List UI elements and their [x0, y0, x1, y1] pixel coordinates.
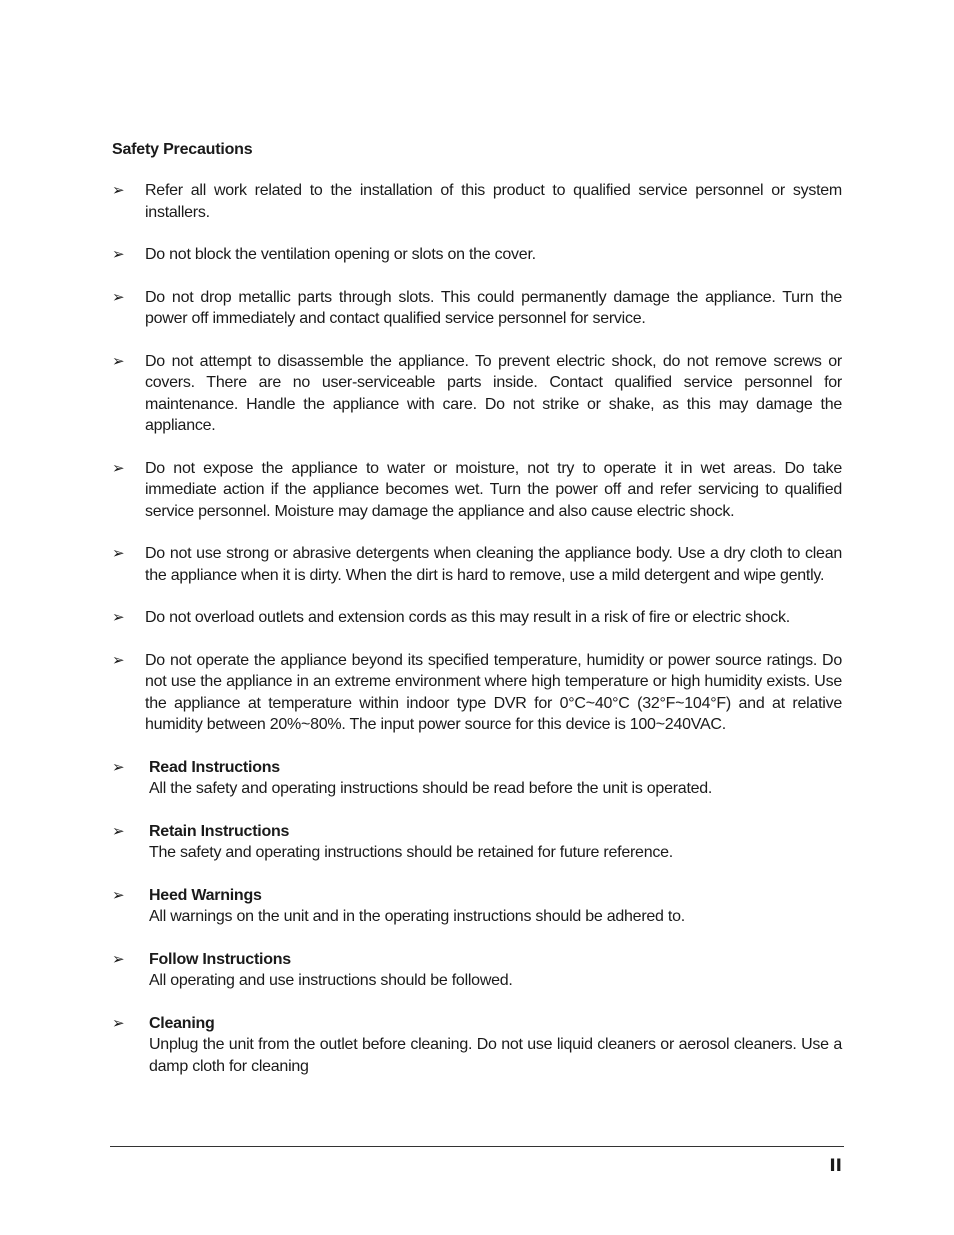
arrow-bullet-icon: ➢	[112, 651, 125, 669]
list-item-text: All warnings on the unit and in the operating instructions should be adhered to.	[149, 908, 685, 925]
precautions-list	[112, 180, 842, 1098]
arrow-bullet-icon: ➢	[112, 246, 125, 263]
list-item-text: Do not use strong or abrasive detergents when cleaning the appliance body. Use a dry cloth to clean the appliance when it is dirty. When the dirt is hard to remove, use a mild detergent and wipe gently.	[145, 545, 842, 584]
list-item	[112, 607, 842, 629]
list-item-text: Unplug the unit from the outlet before cleaning. Do not use liquid cleaners or aerosol cleaners. Use a damp cloth for cleaning	[149, 1036, 842, 1075]
list-item	[112, 180, 842, 223]
list-item-text: All operating and use instructions should be followed.	[149, 972, 513, 989]
arrow-bullet-icon: ➢	[112, 545, 125, 562]
list-item	[112, 821, 842, 864]
footer-divider	[110, 1146, 844, 1147]
arrow-bullet-icon: ➢	[112, 352, 125, 370]
list-item	[112, 650, 842, 736]
list-item-text: Do not operate the appliance beyond its specified temperature, humidity or power source ratings. Do not use the appliance in an extreme environment where high temperature or high humidity exists. Use the appliance at temperature within indoor type DVR for 0°C~40°C (32°F~104°F) and at relative humidity between 20%~80%. The input power source for this device is 100~240VAC.	[145, 651, 842, 733]
list-item-text: Do not expose the appliance to water or moisture, not try to operate it in wet areas. Do take immediate action if the appliance becomes wet. Turn the power off and refer servicing to qualified service personnel. Moisture may damage the appliance and also cause electric shock.	[145, 459, 842, 520]
arrow-bullet-icon: ➢	[112, 609, 125, 626]
list-item-text: Refer all work related to the installation of this product to qualified service personnel or system installers.	[145, 182, 842, 221]
list-item-text: Do not overload outlets and extension cords as this may result in a risk of fire or electric shock.	[145, 609, 790, 626]
list-item	[112, 244, 842, 266]
list-item	[112, 949, 842, 992]
list-item-heading: Cleaning	[149, 1014, 215, 1032]
arrow-bullet-icon: ➢	[112, 182, 125, 199]
list-item-text: All the safety and operating instructions should be read before the unit is operated.	[149, 780, 713, 797]
list-item-heading: Read Instructions	[149, 758, 280, 776]
list-item-text: Do not attempt to disassemble the appliance. To prevent electric shock, do not remove screws or covers. There are no user-serviceable parts inside. Contact qualified service personnel for maintenance. Handle the appliance with care. Do not strike or shake, as this may damage the appliance.	[145, 352, 842, 434]
page-number: II	[829, 1156, 842, 1176]
arrow-bullet-icon: ➢	[112, 758, 125, 776]
section-title: Safety Precautions	[112, 141, 253, 158]
list-item	[112, 458, 842, 523]
list-item	[112, 351, 842, 437]
list-item-text: The safety and operating instructions should be retained for future reference.	[149, 844, 673, 861]
arrow-bullet-icon: ➢	[112, 886, 125, 904]
list-item-heading: Follow Instructions	[149, 950, 291, 968]
list-item-heading: Retain Instructions	[149, 822, 290, 840]
arrow-bullet-icon: ➢	[112, 459, 125, 477]
list-item	[112, 543, 842, 586]
arrow-bullet-icon: ➢	[112, 822, 125, 840]
list-item	[112, 885, 842, 928]
arrow-bullet-icon: ➢	[112, 1014, 125, 1032]
list-item	[112, 1013, 842, 1078]
list-item-text: Do not block the ventilation opening or slots on the cover.	[145, 246, 536, 263]
list-item-text: Do not drop metallic parts through slots. This could permanently damage the appliance. Turn the power off immediately and contact qualified service personnel for service.	[145, 288, 842, 327]
arrow-bullet-icon: ➢	[112, 950, 125, 968]
list-item	[112, 287, 842, 330]
list-item-heading: Heed Warnings	[149, 886, 262, 904]
arrow-bullet-icon: ➢	[112, 288, 125, 306]
list-item	[112, 757, 842, 800]
